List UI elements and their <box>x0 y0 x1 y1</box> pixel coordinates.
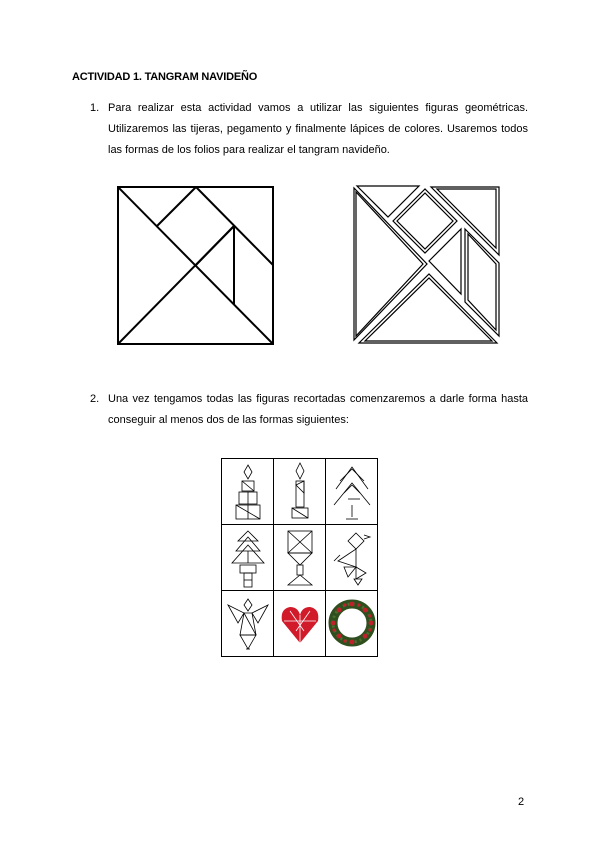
figures-grid <box>221 458 378 657</box>
bird-figure <box>326 525 378 591</box>
angel-figure <box>222 591 274 657</box>
tree-figure <box>222 525 274 591</box>
tree-outline-figure <box>326 459 378 525</box>
wreath-figure <box>326 591 378 657</box>
candle-figure <box>274 459 326 525</box>
item-text: Para realizar esta actividad vamos a utilizar las siguientes figuras geométricas. Utilizaremos las tijeras, pegamento y finalmente lápices de colores. Usaremos todos las formas de los folios para realizar el tangram navideño. <box>108 102 528 156</box>
item-text: Una vez tengamos todas las figuras recortadas comenzaremos a darle forma hasta conseguir al menos dos de las formas siguientes: <box>108 393 528 426</box>
heart-figure <box>274 591 326 657</box>
tangram-square-diagram <box>117 186 275 346</box>
page-number: 2 <box>518 796 525 808</box>
goblet-figure <box>274 525 326 591</box>
item-number: 1. <box>90 102 100 114</box>
candle-stack-figure <box>222 459 274 525</box>
tangram-pieces-diagram <box>353 184 501 344</box>
item-number: 2. <box>90 393 100 405</box>
activity-title: ACTIVIDAD 1. TANGRAM NAVIDEÑO <box>72 71 258 83</box>
